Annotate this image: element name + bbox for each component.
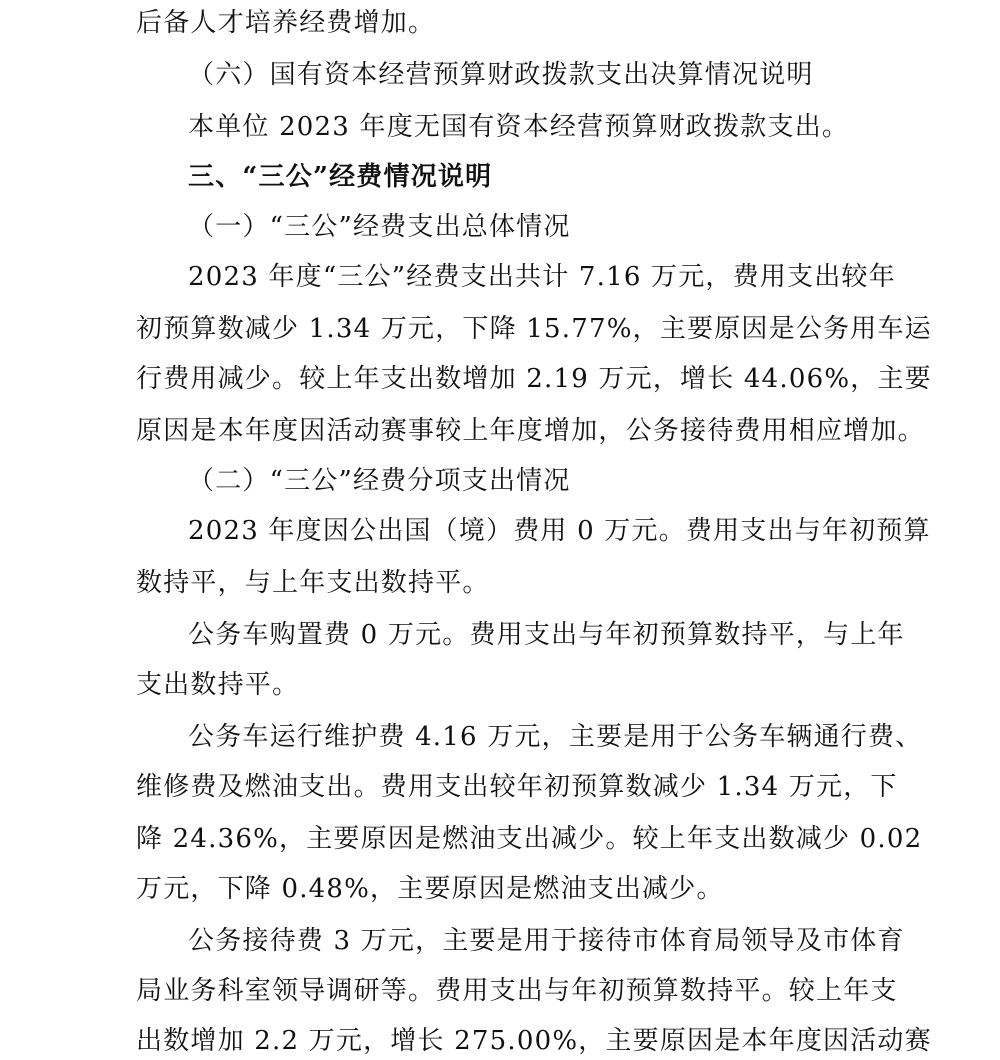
section-heading: （一）“三公”经费支出总体情况: [188, 212, 571, 242]
paragraph-line: 公务车购置费 0 万元。费用支出与年初预算数持平，与上年: [188, 620, 905, 650]
paragraph-line: 2023 年度因公出国（境）费用 0 万元。费用支出与年初预算: [188, 516, 931, 546]
section-heading: （二）“三公”经费分项支出情况: [188, 466, 571, 496]
paragraph-line: 支出数持平。: [136, 670, 300, 700]
paragraph-line: 数持平，与上年支出数持平。: [136, 568, 490, 598]
chapter-heading: 三、“三公”经费情况说明: [188, 162, 493, 192]
paragraph-line: 初预算数减少 1.34 万元，下降 15.77%，主要原因是公务用车运: [136, 314, 932, 344]
paragraph-line: 2023 年度“三公”经费支出共计 7.16 万元，费用支出较年: [188, 262, 896, 292]
paragraph-line: 本单位 2023 年度无国有资本经营预算财政拨款支出。: [188, 112, 850, 142]
paragraph-line: 公务车运行维护费 4.16 万元，主要是用于公务车辆通行费、: [188, 722, 923, 752]
paragraph-line: 后备人才培养经费增加。: [136, 8, 436, 38]
paragraph-line: 维修费及燃油支出。费用支出较年初预算数减少 1.34 万元，下: [136, 772, 898, 802]
section-heading: （六）国有资本经营预算财政拨款支出决算情况说明: [188, 60, 814, 90]
paragraph-line: 降 24.36%，主要原因是燃油支出减少。较上年支出数减少 0.02: [136, 824, 923, 854]
paragraph-line: 局业务科室领导调研等。费用支出与年初预算数持平。较上年支: [136, 976, 898, 1006]
paragraph-line: 原因是本年度因活动赛事较上年度增加，公务接待费用相应增加。: [136, 416, 925, 446]
paragraph-line: 万元，下降 0.48%，主要原因是燃油支出减少。: [136, 874, 724, 904]
paragraph-line: 行费用减少。较上年支出数增加 2.19 万元，增长 44.06%，主要: [136, 364, 932, 394]
paragraph-line: 出数增加 2.2 万元，增长 275.00%，主要原因是本年度因活动赛: [136, 1026, 932, 1056]
paragraph-line: 公务接待费 3 万元，主要是用于接待市体育局领导及市体育: [188, 926, 905, 956]
